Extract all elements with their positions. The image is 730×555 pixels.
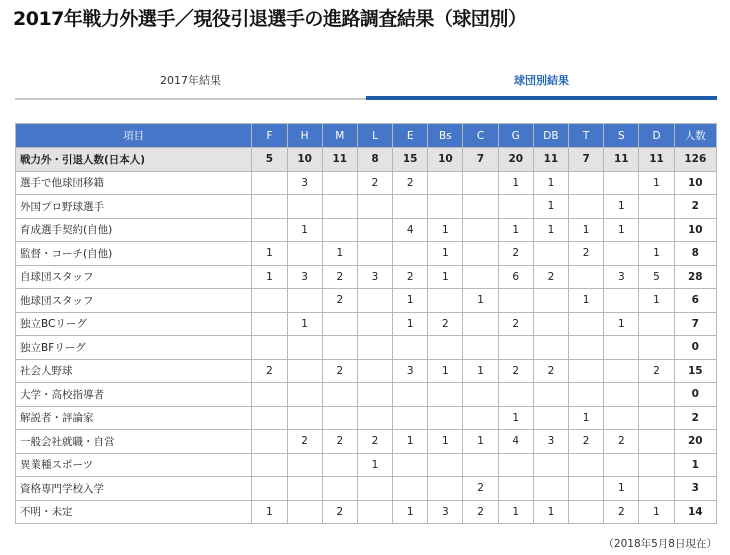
table-cell (357, 359, 392, 383)
table-cell: 1 (287, 312, 322, 336)
table-cell (322, 477, 357, 501)
table-cell (463, 195, 498, 219)
table-cell: 2 (252, 359, 287, 383)
table-cell (639, 218, 674, 242)
table-cell: 2 (357, 171, 392, 195)
table-cell (357, 289, 392, 313)
row-total-cell: 28 (674, 265, 716, 289)
table-cell (569, 195, 604, 219)
table-cell (252, 383, 287, 407)
column-header: D (639, 124, 674, 148)
row-label: 大学・高校指導者 (16, 383, 252, 407)
row-label: 監督・コーチ(自他) (16, 242, 252, 266)
table-cell (322, 171, 357, 195)
table-cell (463, 312, 498, 336)
table-cell: 2 (322, 430, 357, 454)
table-header (16, 124, 717, 148)
row-total-cell: 10 (674, 171, 716, 195)
page-title: 2017年戦力外選手／現役引退選手の進路調査結果（球団別） (13, 8, 527, 30)
row-label: 社会人野球 (16, 359, 252, 383)
table-row (16, 195, 717, 219)
table-cell: 1 (393, 289, 428, 313)
table-cell: 2 (322, 500, 357, 524)
row-label: 育成選手契約(自他) (16, 218, 252, 242)
table-cell: 1 (533, 171, 568, 195)
table-cell (322, 383, 357, 407)
column-header: G (498, 124, 533, 148)
table-cell (428, 336, 463, 360)
table-cell (498, 195, 533, 219)
column-header: T (569, 124, 604, 148)
table-cell (357, 242, 392, 266)
table-cell (463, 336, 498, 360)
row-label: 他球団スタッフ (16, 289, 252, 313)
table-cell (533, 453, 568, 477)
table-cell: 1 (393, 312, 428, 336)
table-cell: 1 (639, 242, 674, 266)
table-cell (533, 289, 568, 313)
table-cell (533, 406, 568, 430)
column-header: Bs (428, 124, 463, 148)
table-cell (428, 171, 463, 195)
table-cell (357, 312, 392, 336)
table-row (16, 430, 717, 454)
table-cell (393, 383, 428, 407)
table-cell: 4 (498, 430, 533, 454)
table-cell (533, 383, 568, 407)
table-cell: 1 (604, 218, 639, 242)
row-label: 自球団スタッフ (16, 265, 252, 289)
table-cell: 2 (393, 265, 428, 289)
table-cell (604, 289, 639, 313)
table-row (16, 218, 717, 242)
table-cell: 1 (393, 430, 428, 454)
table-cell (393, 242, 428, 266)
as-of-date-note: （2018年5月8日現在） (603, 538, 717, 550)
table-cell (533, 336, 568, 360)
table-cell (463, 218, 498, 242)
table-cell: 2 (604, 500, 639, 524)
row-total-cell: 10 (674, 218, 716, 242)
table-cell (322, 195, 357, 219)
table-cell: 1 (428, 218, 463, 242)
table-cell (498, 453, 533, 477)
column-header-item: 項目 (16, 124, 252, 148)
table-cell: 3 (533, 430, 568, 454)
table-cell (252, 453, 287, 477)
row-label: 独立BFリーグ (16, 336, 252, 360)
table-cell (533, 312, 568, 336)
table-cell (393, 336, 428, 360)
table-cell (463, 406, 498, 430)
table-cell (604, 171, 639, 195)
table-row (16, 477, 717, 501)
table-cell: 1 (604, 477, 639, 501)
row-label: 独立BCリーグ (16, 312, 252, 336)
row-total-cell: 7 (674, 312, 716, 336)
row-total-cell: 0 (674, 383, 716, 407)
row-label: 不明・未定 (16, 500, 252, 524)
table-cell: 2 (604, 430, 639, 454)
table-cell: 2 (533, 359, 568, 383)
column-header: 人数 (674, 124, 716, 148)
table-cell: 1 (498, 406, 533, 430)
table-row (16, 171, 717, 195)
table-row (16, 265, 717, 289)
table-cell: 15 (393, 148, 428, 172)
row-total-cell: 8 (674, 242, 716, 266)
table-cell: 2 (322, 359, 357, 383)
table-cell (533, 477, 568, 501)
table-row (16, 312, 717, 336)
table-cell (322, 218, 357, 242)
table-cell (569, 453, 604, 477)
table-cell (252, 195, 287, 219)
table-cell (604, 406, 639, 430)
table-cell: 11 (322, 148, 357, 172)
table-cell (322, 336, 357, 360)
table-cell (639, 383, 674, 407)
table-cell (463, 265, 498, 289)
table-cell: 3 (357, 265, 392, 289)
table-cell: 2 (498, 359, 533, 383)
table-cell: 1 (604, 195, 639, 219)
table-cell: 1 (498, 218, 533, 242)
column-header: M (322, 124, 357, 148)
table-cell (287, 383, 322, 407)
table-cell: 2 (639, 359, 674, 383)
table-row (16, 383, 717, 407)
table-cell: 1 (463, 430, 498, 454)
table-cell (463, 453, 498, 477)
table-cell: 2 (498, 242, 533, 266)
table-row (16, 500, 717, 524)
row-total-cell: 1 (674, 453, 716, 477)
row-label: 一般会社就職・自営 (16, 430, 252, 454)
table-cell: 5 (252, 148, 287, 172)
table-cell (639, 336, 674, 360)
table-cell: 3 (393, 359, 428, 383)
table-cell: 10 (287, 148, 322, 172)
table-cell (252, 218, 287, 242)
table-cell (393, 406, 428, 430)
table-row (16, 406, 717, 430)
table-cell: 2 (463, 500, 498, 524)
table-cell: 2 (428, 312, 463, 336)
table-cell (287, 406, 322, 430)
table-cell (252, 336, 287, 360)
table-cell: 1 (393, 500, 428, 524)
table-cell: 1 (533, 500, 568, 524)
header-row (16, 124, 717, 148)
tab-team-results[interactable]: 球団別結果 (366, 68, 717, 100)
table-cell: 8 (357, 148, 392, 172)
row-total-cell: 6 (674, 289, 716, 313)
table-cell (252, 289, 287, 313)
column-header: E (393, 124, 428, 148)
table-cell: 6 (498, 265, 533, 289)
table-cell (463, 242, 498, 266)
table-cell (604, 453, 639, 477)
table-cell: 1 (322, 242, 357, 266)
table-cell (322, 312, 357, 336)
table-cell (357, 500, 392, 524)
table-cell (463, 171, 498, 195)
table-cell (357, 218, 392, 242)
table-cell: 1 (604, 312, 639, 336)
table-cell (569, 171, 604, 195)
table-body (16, 148, 717, 524)
table-cell: 3 (428, 500, 463, 524)
table-cell: 1 (463, 289, 498, 313)
table-cell (287, 453, 322, 477)
table-cell: 7 (569, 148, 604, 172)
column-header: S (604, 124, 639, 148)
table-cell: 1 (428, 265, 463, 289)
row-label: 戦力外・引退人数(日本人) (16, 148, 252, 172)
table-cell (498, 477, 533, 501)
row-label: 選手で他球団移籍 (16, 171, 252, 195)
table-cell: 1 (428, 359, 463, 383)
summary-row (16, 148, 717, 172)
table-cell (428, 383, 463, 407)
table-cell: 2 (322, 265, 357, 289)
table-cell (287, 336, 322, 360)
table-cell (463, 383, 498, 407)
table-cell: 1 (498, 500, 533, 524)
table-cell: 3 (604, 265, 639, 289)
table-cell (639, 477, 674, 501)
table-cell (569, 336, 604, 360)
table-cell: 1 (533, 218, 568, 242)
row-total-cell: 2 (674, 195, 716, 219)
row-total-cell: 3 (674, 477, 716, 501)
table-cell (252, 406, 287, 430)
table-cell: 1 (569, 289, 604, 313)
row-label: 解説者・評論家 (16, 406, 252, 430)
table-cell (393, 453, 428, 477)
table-cell (604, 336, 639, 360)
table-cell (639, 312, 674, 336)
tab-bar (15, 68, 717, 100)
table-cell: 5 (639, 265, 674, 289)
table-cell: 1 (639, 171, 674, 195)
table-cell (287, 359, 322, 383)
table-cell (604, 242, 639, 266)
table-cell: 4 (393, 218, 428, 242)
row-total-cell: 2 (674, 406, 716, 430)
table-cell (287, 289, 322, 313)
table-cell: 2 (393, 171, 428, 195)
table-cell (639, 430, 674, 454)
table-cell (252, 312, 287, 336)
table-cell (357, 336, 392, 360)
tab-2017-results[interactable]: 2017年結果 (15, 68, 366, 100)
table-cell (252, 477, 287, 501)
table-cell: 1 (639, 289, 674, 313)
row-total-cell: 0 (674, 336, 716, 360)
table-cell: 1 (252, 265, 287, 289)
table-cell (428, 406, 463, 430)
table-cell (498, 336, 533, 360)
table-cell (393, 477, 428, 501)
table-cell: 2 (463, 477, 498, 501)
table-cell (393, 195, 428, 219)
column-header: C (463, 124, 498, 148)
table-cell: 1 (533, 195, 568, 219)
column-header: DB (533, 124, 568, 148)
results-table (15, 123, 717, 524)
table-cell: 3 (287, 265, 322, 289)
table-cell (287, 242, 322, 266)
table-cell (357, 383, 392, 407)
table-cell: 1 (463, 359, 498, 383)
table-cell: 1 (639, 500, 674, 524)
table-cell (639, 195, 674, 219)
table-cell (498, 289, 533, 313)
table-cell (639, 453, 674, 477)
table-cell (322, 406, 357, 430)
table-cell (569, 477, 604, 501)
table-row (16, 336, 717, 360)
table-cell (428, 453, 463, 477)
table-cell (569, 359, 604, 383)
table-cell: 1 (357, 453, 392, 477)
table-cell: 2 (322, 289, 357, 313)
table-cell: 2 (287, 430, 322, 454)
table-cell (569, 383, 604, 407)
table-cell (252, 430, 287, 454)
table-row (16, 289, 717, 313)
table-cell (322, 453, 357, 477)
table-cell: 2 (498, 312, 533, 336)
row-label: 異業種スポーツ (16, 453, 252, 477)
table-cell (287, 477, 322, 501)
table-cell (569, 500, 604, 524)
table-cell (357, 477, 392, 501)
table-cell: 11 (533, 148, 568, 172)
row-total-cell: 14 (674, 500, 716, 524)
table-cell: 1 (498, 171, 533, 195)
table-cell (428, 289, 463, 313)
row-total-cell: 15 (674, 359, 716, 383)
table-cell (428, 477, 463, 501)
table-cell: 7 (463, 148, 498, 172)
table-cell: 1 (569, 218, 604, 242)
column-header: H (287, 124, 322, 148)
table-cell: 11 (639, 148, 674, 172)
table-row (16, 242, 717, 266)
column-header: L (357, 124, 392, 148)
table-cell (639, 406, 674, 430)
table-cell: 3 (287, 171, 322, 195)
row-label: 外国プロ野球選手 (16, 195, 252, 219)
table-row (16, 359, 717, 383)
table-cell (287, 500, 322, 524)
table-cell (533, 242, 568, 266)
table-cell (498, 383, 533, 407)
table-cell: 10 (428, 148, 463, 172)
row-total-cell: 20 (674, 430, 716, 454)
table-cell: 1 (428, 242, 463, 266)
table-cell: 1 (252, 500, 287, 524)
table-cell (428, 195, 463, 219)
table-cell: 20 (498, 148, 533, 172)
table-cell (569, 265, 604, 289)
table-cell: 2 (569, 242, 604, 266)
table-cell (604, 359, 639, 383)
row-total-cell: 126 (674, 148, 716, 172)
table-cell (604, 383, 639, 407)
table-cell: 1 (428, 430, 463, 454)
column-header: F (252, 124, 287, 148)
table-cell: 2 (357, 430, 392, 454)
table-cell (569, 312, 604, 336)
table-cell: 2 (533, 265, 568, 289)
table-cell (357, 195, 392, 219)
table-cell: 11 (604, 148, 639, 172)
table-cell: 1 (569, 406, 604, 430)
table-cell (357, 406, 392, 430)
table-cell (287, 195, 322, 219)
table-cell: 1 (287, 218, 322, 242)
table-cell: 2 (569, 430, 604, 454)
row-label: 資格専門学校入学 (16, 477, 252, 501)
table-cell (252, 171, 287, 195)
table-row (16, 453, 717, 477)
table-cell: 1 (252, 242, 287, 266)
